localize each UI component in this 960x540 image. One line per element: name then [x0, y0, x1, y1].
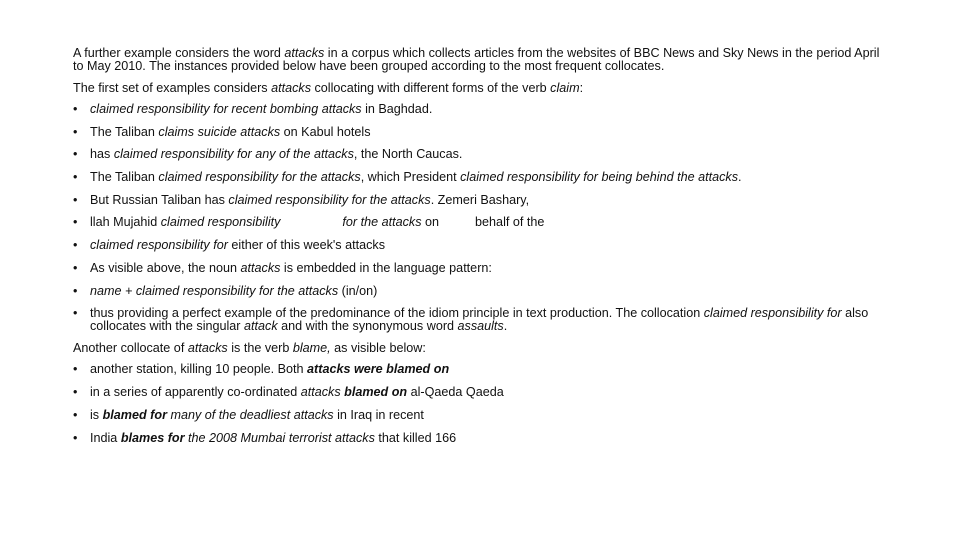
list-item: [73, 285, 888, 298]
italic-text: for the attacks: [342, 215, 422, 230]
list-item: [73, 239, 888, 252]
bullet-glyph: •: [73, 238, 78, 253]
italic-text: claimed responsibility: [160, 215, 281, 230]
claim-examples-list: [73, 103, 888, 333]
bullet-glyph: •: [73, 283, 78, 298]
italic-text: claims suicide attacks: [158, 124, 281, 139]
italic-text: claimed responsibility for the attacks: [158, 170, 361, 185]
plain-text: and with the synonymous word: [277, 319, 458, 334]
plain-text: . Zemeri Bashary,: [430, 192, 530, 207]
bold-italic-text: blamed on: [344, 384, 408, 399]
another-verb: blame,: [292, 341, 331, 356]
list-item: [73, 386, 888, 399]
another-keyword: attacks: [187, 341, 228, 356]
blame-examples-list: [73, 363, 888, 444]
first-set-verb: claim: [550, 81, 580, 95]
intro-text: A further example considers the word: [73, 46, 285, 60]
bullet-glyph: •: [73, 147, 78, 162]
plain-text: in Baghdad.: [361, 102, 433, 116]
first-set-text: The first set of examples considers: [73, 81, 272, 95]
italic-text: claimed responsibility for being behind the attacks: [460, 170, 739, 185]
first-set-paragraph: [73, 82, 888, 95]
plain-text: The Taliban: [90, 170, 159, 185]
italic-text: attacks: [300, 384, 345, 399]
italic-text: claimed responsibility for any of the attacks: [113, 147, 354, 162]
bullet-glyph: •: [73, 260, 78, 275]
plain-text: thus providing a perfect example of the predominance of the idiom principle in text production. The collocation: [90, 306, 704, 321]
list-item: [73, 262, 888, 275]
plain-text: .: [738, 170, 742, 185]
another-text: Another collocate of: [73, 341, 188, 356]
bullet-glyph: •: [73, 215, 78, 230]
plain-text: India: [90, 430, 121, 445]
italic-text: name + claimed responsibility for the attacks: [90, 283, 339, 298]
slide-content: [73, 47, 888, 454]
another-text-2: is the verb: [227, 341, 293, 356]
list-item: [73, 409, 888, 422]
plain-text: has: [90, 147, 114, 162]
plain-text: that killed 166: [374, 430, 457, 445]
bullet-glyph: •: [73, 170, 78, 185]
plain-text: another station, killing 10 people. Both: [90, 362, 308, 377]
plain-text: llah Mujahid: [90, 215, 161, 230]
plain-text: also collocates with the singular: [90, 306, 869, 334]
plain-text: in a series of apparently co-ordinated: [90, 384, 301, 399]
plain-text: either of this week's attacks: [227, 238, 385, 253]
plain-text: .: [503, 319, 508, 334]
italic-text: claimed responsibility for the attacks: [228, 192, 431, 207]
another-text-3: as visible below:: [330, 341, 426, 356]
list-item: [73, 307, 888, 333]
first-set-text-2: collocating with different forms of the verb: [311, 81, 551, 95]
list-item: [73, 363, 888, 376]
bold-italic-text: blames for: [120, 430, 185, 445]
intro-text-rest: in a corpus which collects articles from the websites of BBC News and Sky News in the period April to May 2010. The instances provided below have been grouped according to the most frequent collocates.: [73, 46, 880, 73]
italic-text: claimed responsibility for: [703, 306, 842, 321]
plain-text: on: [421, 215, 440, 230]
italic-text: claimed responsibility for: [90, 238, 228, 253]
italic-text: claimed responsibility for recent bombing attacks: [90, 102, 362, 116]
bullet-glyph: •: [73, 384, 78, 399]
bullet-glyph: •: [73, 192, 78, 207]
list-item: [73, 432, 888, 445]
list-item: [73, 148, 888, 161]
first-set-colon: :: [579, 81, 584, 95]
intro-keyword: attacks: [284, 46, 325, 60]
bullet-glyph: •: [73, 306, 78, 321]
plain-text: , which President: [360, 170, 461, 185]
plain-text: But Russian Taliban has: [90, 192, 229, 207]
list-item: [73, 171, 888, 184]
plain-text: is embedded in the language pattern:: [280, 260, 492, 275]
plain-text: The Taliban: [90, 124, 159, 139]
plain-text: , the North Caucas.: [353, 147, 463, 162]
plain-text: in Iraq in recent: [333, 407, 424, 422]
italic-text: assaults: [457, 319, 504, 334]
plain-text: behalf of the: [475, 215, 545, 230]
plain-text: As visible above, the noun: [90, 260, 241, 275]
bullet-glyph: •: [73, 124, 78, 139]
italic-text: attacks: [240, 260, 281, 275]
list-item: [73, 126, 888, 139]
bold-italic-text: attacks were blamed on: [307, 362, 450, 377]
plain-text: is: [90, 407, 103, 422]
italic-text: many of the deadliest attacks: [166, 407, 334, 422]
bullet-glyph: •: [73, 407, 78, 422]
plain-text: (in/on): [338, 283, 378, 298]
italic-text: the 2008 Mumbai terrorist attacks: [184, 430, 375, 445]
list-item: [73, 216, 888, 229]
bullet-glyph: •: [73, 102, 78, 116]
bullet-glyph: •: [73, 430, 78, 445]
italic-text: attack: [244, 319, 278, 334]
bullet-glyph: •: [73, 362, 78, 377]
list-item: [73, 194, 888, 207]
intro-paragraph: [73, 47, 888, 73]
another-collocate-paragraph: [73, 342, 888, 355]
first-set-keyword: attacks: [271, 81, 311, 95]
plain-text: on Kabul hotels: [280, 124, 371, 139]
plain-text: al-Qaeda Qaeda: [407, 384, 504, 399]
bold-italic-text: blamed for: [102, 407, 167, 422]
list-item: [73, 103, 888, 116]
